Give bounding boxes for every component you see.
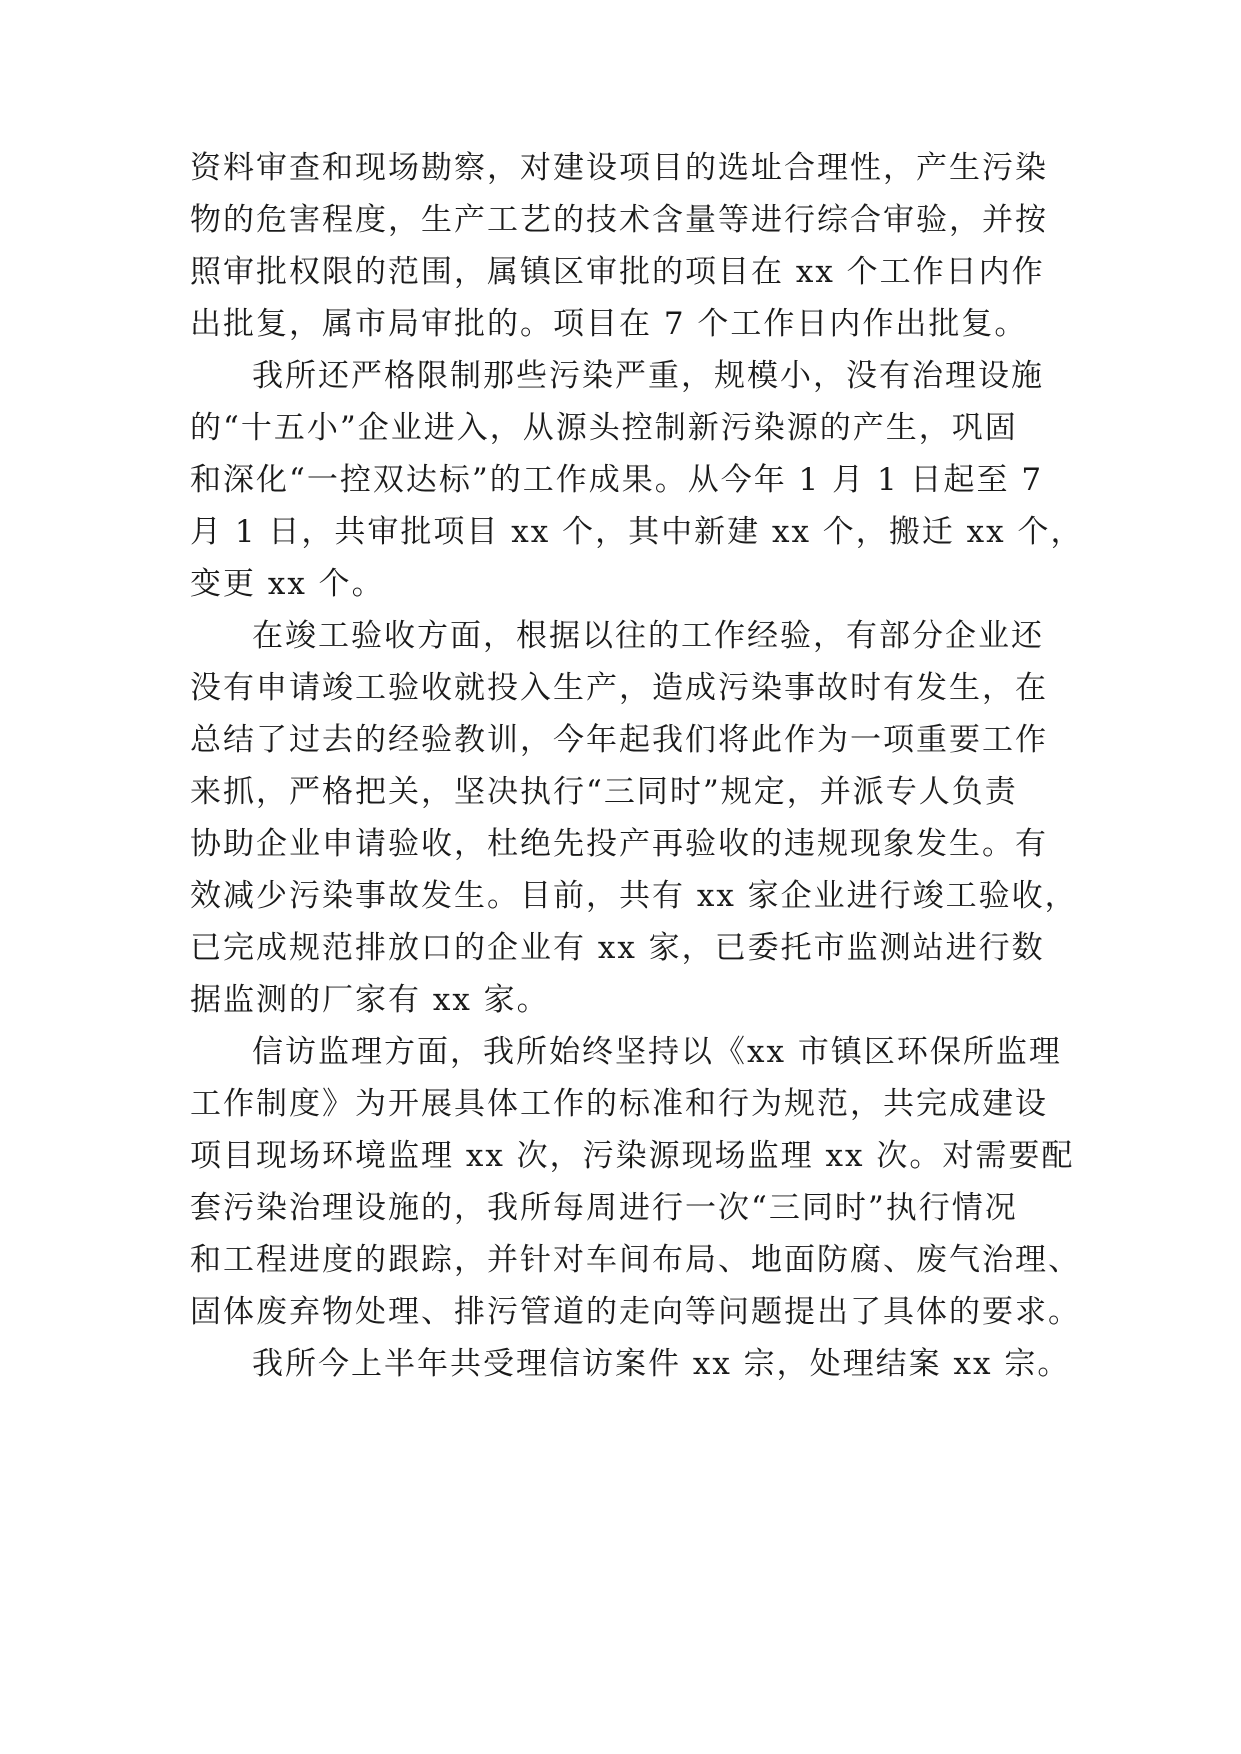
text-line: 套污染治理设施的，我所每周进行一次“三同时”执行情况 (190, 1190, 1018, 1226)
text-line: 总结了过去的经验教训，今年起我们将此作为一项重要工作 (190, 722, 1048, 758)
text-line: 出批复，属市局审批的。项目在 7 个工作日内作出批复。 (190, 306, 1028, 342)
text-line: 协助企业申请验收，杜绝先投产再验收的违规现象发生。有 (190, 826, 1048, 862)
text-line: 固体废弃物处理、排污管道的走向等问题提出了具体的要求。 (190, 1294, 1081, 1330)
text-line: 和工程进度的跟踪，并针对车间布局、地面防腐、废气治理、 (190, 1242, 1081, 1278)
text-line: 工作制度》为开展具体工作的标准和行为规范，共完成建设 (190, 1086, 1048, 1122)
text-line: 和深化“一控双达标”的工作成果。从今年 1 月 1 日起至 7 (190, 462, 1044, 498)
paragraph-first-line: 我所还严格限制那些污染严重，规模小，没有治理设施 (252, 358, 1044, 394)
text-line: 项目现场环境监理 xx 次，污染源现场监理 xx 次。对需要配 (190, 1138, 1075, 1174)
paragraph-first-line: 在竣工验收方面，根据以往的工作经验，有部分企业还 (252, 618, 1044, 654)
text-line: 效减少污染事故发生。目前，共有 xx 家企业进行竣工验收， (190, 878, 1078, 914)
text-line: 资料审查和现场勘察，对建设项目的选址合理性，产生污染 (190, 150, 1048, 186)
text-line: 已完成规范排放口的企业有 xx 家，已委托市监测站进行数 (190, 930, 1045, 966)
paragraph-first-line: 信访监理方面，我所始终坚持以《xx 市镇区环保所监理 (252, 1034, 1062, 1070)
text-line: 的“十五小”企业进入，从源头控制新污染源的产生，巩固 (190, 410, 1018, 446)
text-line: 来抓，严格把关，坚决执行“三同时”规定，并派专人负责 (190, 774, 1018, 810)
text-line: 没有申请竣工验收就投入生产，造成污染事故时有发生，在 (190, 670, 1048, 706)
text-line: 变更 xx 个。 (190, 566, 385, 602)
text-line: 据监测的厂家有 xx 家。 (190, 982, 550, 1018)
text-line: 物的危害程度，生产工艺的技术含量等进行综合审验，并按 (190, 202, 1048, 238)
text-line: 照审批权限的范围，属镇区审批的项目在 xx 个工作日内作 (190, 254, 1045, 290)
paragraph-first-line: 我所今上半年共受理信访案件 xx 宗，处理结案 xx 宗。 (252, 1346, 1071, 1382)
text-line: 月 1 日，共审批项目 xx 个，其中新建 xx 个，搬迁 xx 个， (190, 514, 1084, 550)
